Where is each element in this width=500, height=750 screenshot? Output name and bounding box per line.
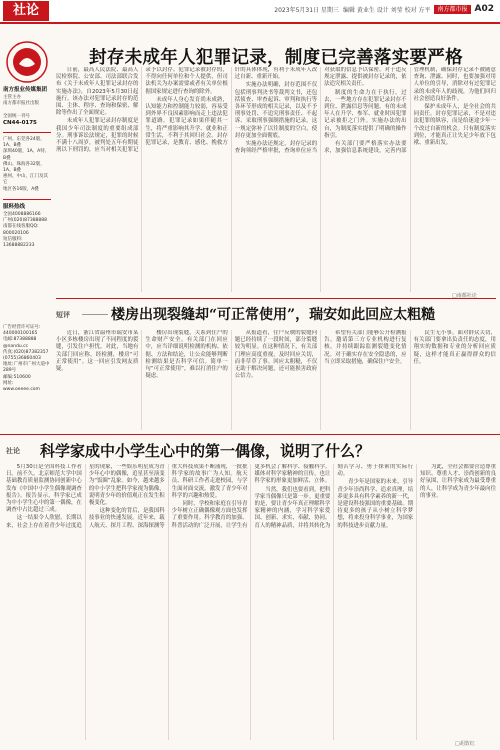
article2-paragraph: 从报道看，住户反映的裂缝问题已经持续了一段时间，部分裂缝较为明显。在这种情况下，有关部门理应高度重视，及时回应关切，而非草草了事。回应太粗糙，不仅无助于解决问题，还可能损害政府公信力。 [234, 330, 318, 380]
article3-paragraph: 这种变化的背后，是我国科技事业的快速发展。近年来，载人航天、探月工程、深海探测等重大科技成果不断涌现，一批批科学家的故事广为人知。航天员、科研工作者走进校园，与学生面对面交流，激发了青少年对科学的兴趣和热爱。 [88, 464, 248, 529]
editor-credits: 编辑 黄业生 设计 刘莹 校对 方平 [342, 6, 431, 14]
hotline-line: 短信服料: [3, 236, 23, 242]
edition-line: 地区各16版，A叠 [3, 186, 39, 192]
article2-body [56, 330, 496, 430]
masthead-badge: 南方都市报 [434, 5, 470, 14]
ad-license-label: 广告经营许可证号: [3, 325, 41, 330]
hotline-line: 13688882233 [3, 243, 35, 249]
org-block [3, 87, 51, 108]
hotline-line: 广州(020)87388888 [3, 218, 48, 224]
article3-paragraph: 这一结果令人欣慰。长期以来，社会上存在着青少年过度追星的现象，一些娱乐明星成为青少年心中的偶像，追星甚至演变为“饭圈”乱象。如今，越来越多的中小学生把科学家视为偶像，说明青少年的价值观正在发生积极变化。 [6, 464, 165, 529]
edition-line: 惠州、中山、江门及其它 [3, 174, 48, 186]
hotline-line: 南都在线客服QQ: [3, 224, 39, 230]
article2-headline: 楼房出现裂缝却“可正常使用”，瑞安如此回应太粗糙 [111, 307, 436, 323]
edition-line: 深圳40版，1A、A特、B叠 [3, 149, 50, 161]
article3-paragraph: 为此，全社会都要营造尊重知识、尊重人才、崇尚创新的良好氛围，让科学家成为最受尊重的人，让科学成为青少年最向往的事业。 [420, 464, 496, 499]
article2-paragraph: 近日，浙江省温州市瑞安市某小区多栋楼房出现了不同程度的裂缝，引发住户担忧。对此，当地有关部门回应称，经检测，楼房“可正常使用”。这一回应引发网友质疑。 [56, 330, 139, 373]
page-number: A02 [474, 4, 494, 14]
sidebar-divider [3, 199, 51, 200]
contact-line: (0755)36860403 [3, 356, 41, 362]
hotline-label: 服料热线 [3, 203, 26, 210]
contact-line: 电邮:87388888 [3, 337, 37, 343]
article3-paragraph: 5月30日是全国科技工作者日。前不久，北京师范大学中国基础教育质量监测协同创新中心发布《中国中小学生偶像观调查报告》。报告显示，科学家已成为中小学生心中的第一偶像，在调查中占比超过三成。 [6, 464, 82, 514]
lead-paragraph: 保护未成年人，是全社会的共同责任。封存犯罪记录，不是对违法犯罪的纵容，而是给迷途少年一个改过自新的机会。只有制度落实到位，才能真正让失足少年放下包袱、重新出发。 [413, 104, 496, 147]
contact-line: 网址: [3, 380, 14, 386]
lead-body [56, 67, 496, 292]
edition-block [3, 137, 51, 193]
section-divider [0, 434, 500, 435]
article2-paragraph: 民生无小事。面对群众关切，有关部门要拿出负责任的态度，用翔实的数据和专业的分析回应质疑，这样才能真正赢得群众的信任。 [413, 330, 496, 365]
masthead-sidebar [3, 30, 51, 360]
edition-line: 广州、东莞各24版，1A、B叠 [3, 137, 45, 149]
article2-paragraph: 楼房出现裂缝，关系到住户的生命财产安全。有关部门在回应中，应当详细说明检测的机构、依据、方法和结论，让公众能够判断检测结果是否科学可信。简单一句“可正常使用”，难以打消住户的疑虑。 [145, 330, 228, 380]
lead-paragraph: 制度的生命力在于执行。过去，一些地方存在犯罪记录封存不到位、泄露信息等问题，有的未成年人在升学、参军、就业时因犯罪记录被拒之门外。实施办法的出台，为制度落实提供了明确的操作指引。 [324, 89, 407, 139]
article3-kicker: 社论 [6, 447, 20, 455]
lead-paragraph: 日前，最高人民法院、最高人民检察院、公安部、司法部联合发布《关于未成年人犯罪记录封存的实施办法》，自2023年5月30日起施行。该办法对犯罪记录封存的范围、主体、程序、查询和保密、解除等作出了全面规定。 [56, 67, 139, 117]
contact-line: 传真:(020)87382357 [3, 349, 49, 355]
newspaper-logo-icon [5, 40, 49, 84]
lead-byline: □南都社论 [452, 293, 477, 299]
article3-paragraph: 青少年是国家的未来。引导青少年崇尚科学、追求真理，培养更多具有科学素养的新一代，是建设科技强国的重要基础。期待更多的孩子从小树立科学梦想，将来投身科学事业，为国家的科技进步贡献力量。 [337, 479, 414, 529]
article3-headline: 科学家成中小学生心中的第一偶像，说明了什么？ [40, 442, 371, 460]
cn-number: CN44-0175 [3, 119, 37, 126]
lead-paragraph: 实施办法还规定，封存记录的查询须经严格审批，查询单位应当对获取的信息予以保密。对于违反规定泄露、提供被封存记录的，依法追究相关责任。 [234, 67, 407, 155]
org-line: 南方报业传媒集团 [3, 87, 48, 93]
org-line: 南方都市报社出版 [3, 101, 39, 107]
article3-header [0, 438, 500, 462]
contact-line: @nandu.cc [3, 343, 29, 349]
hotline-block [3, 204, 51, 249]
contact-block [3, 325, 51, 393]
article2-kicker: 短评 [56, 311, 70, 319]
lead-paragraph: 未成年人犯罪记录封存制度是我国少年司法制度的重要组成部分。刑事诉讼法规定，犯罪的时候不满十八周岁，被判处五年有期徒刑以下刑罚的，应当对相关犯罪记录予以封存。犯罪记录被封存的，不得向任何单位和个人提供，但司法机关为办案需要或者有关单位根据国家规定进行查询的除外。 [56, 67, 228, 154]
sidebar-divider [3, 132, 51, 133]
contact-line: 289号 [3, 368, 17, 374]
article3-byline: □胡敦红 [455, 741, 475, 747]
lead-headline: 封存未成年人犯罪记录，制度已完善落实要严格 [89, 48, 463, 68]
issue-date: 2023年5月31日 星期三 [274, 6, 339, 14]
article2-header [56, 302, 496, 326]
section-tag: 社论 [3, 1, 49, 21]
article2-paragraph: 希望有关部门能够公开检测报告，邀请第三方专业机构进行复核，并持续跟踪监测裂缝变化情况。对于确实存在安全隐患的，应当立即采取措施，确保住户安全。 [324, 330, 407, 365]
org-line: 主管主办 [3, 95, 21, 101]
cn-label: 全国统一刊号 [3, 113, 30, 119]
page-header [0, 0, 500, 22]
lead-paragraph: 实施办法明确，封存范围不仅包括刑事判决书等裁判文书，还包括侦查、审查起诉、审判和执行等各环节形成的相关记录，以及不予刑事处罚、不追究刑事责任、不起诉、采取刑事强制措施的记录。这一规定弥补了以往制度的空白，使封存更加全面彻底。 [234, 82, 318, 139]
lead-paragraph: 有关部门要严格落实办法要求，加强信息系统建设，完善内部管理机制，确保封存记录不被随意查询、泄露。同时，也要加强对用人单位的引导，消除对有过犯罪记录的未成年人的歧视，为他们回归社会创造良好条件。 [324, 67, 496, 155]
cn-block [3, 114, 51, 126]
article3-paragraph: 当然，我们也要看到，把科学家当偶像只是第一步。更重要的是，要让青少年真正理解科学家精神的内涵，学习科学家爱国、创新、求实、奉献、协同、育人的精神品质，并将其转化为刻苦学习、勇于探索的实际行动。 [254, 464, 414, 529]
lead-paragraph: 未成年人身心发育尚未成熟，认知能力和控制能力较弱，容易受到外界不良因素影响而走上违法犯罪道路。犯罪记录如果伴随其一生，将严重影响其升学、就业和正常生活，不利于其回归社会。封存犯罪记录，是教育、感化、挽救方针的具体体现，有利于未成年人改过自新、重新开始。 [145, 67, 318, 147]
hotline-line: 800020106 [3, 230, 29, 236]
header-meta [274, 4, 494, 14]
hotline-line: 全国4008886166 [3, 212, 41, 218]
header-rule [0, 22, 500, 24]
article3-paragraph: 同时，学校和家庭在引导青少年树立正确偶像观方面也发挥了重要作用。科学教育的加强、科普活动的广泛开展，让学生有更多机会了解科学、接触科学。媒体对科学家精神的宣传，也让科学家的形象更加鲜活、立体。 [171, 464, 331, 529]
contact-line: 地址:广州市广州大道中 [3, 362, 50, 368]
contact-line: 邮编:510600 [3, 374, 31, 380]
section-divider [56, 298, 496, 299]
edition-line: 佛山、珠海各32版，1A、B叠 [3, 161, 45, 174]
kicker-rule [82, 314, 108, 315]
ad-license-number: 440000100165 [3, 331, 38, 337]
article3-body [6, 464, 496, 740]
contact-line: www.oeeee.com [3, 387, 40, 393]
